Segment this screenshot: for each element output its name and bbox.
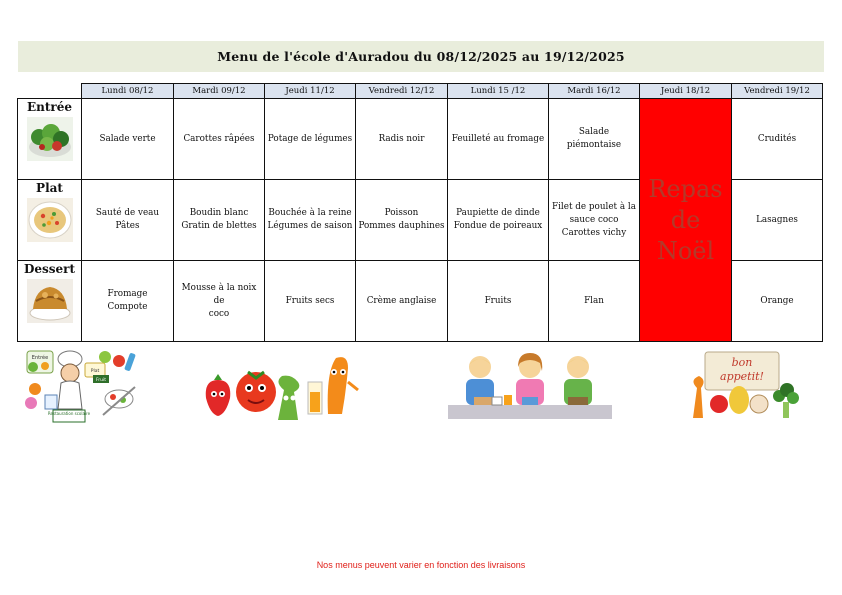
dish-cell: Orange xyxy=(732,261,823,342)
day-header: Mardi 16/12 xyxy=(549,84,640,99)
bon-appetit-text: appetit! xyxy=(720,370,764,383)
footer-note: Nos menus peuvent varier en fonction des livraisons xyxy=(316,560,526,570)
dish-cell: Salade piémontaise xyxy=(549,99,640,180)
category-label: Dessert xyxy=(23,262,76,276)
dish-cell: Radis noir xyxy=(356,99,448,180)
christmas-line: Repas xyxy=(648,174,723,203)
dish-cell xyxy=(82,261,174,342)
dish-cell: Feuilleté au fromage xyxy=(448,99,549,180)
dish-cell: Fruits secs xyxy=(265,261,356,342)
day-header: Jeudi 18/12 xyxy=(640,84,732,99)
dish-cell: Flan xyxy=(549,261,640,342)
dish-cell: Crudités xyxy=(732,99,823,180)
dish-cell xyxy=(174,180,265,261)
christmas-line: Noël xyxy=(656,236,715,265)
dish-cell: Potage de légumes xyxy=(265,99,356,180)
table-row-entree xyxy=(18,99,823,180)
day-header: Lundi 08/12 xyxy=(82,84,174,99)
dish-line: Filet de poulet à la xyxy=(552,201,636,212)
dish-line: Légumes de saison xyxy=(267,221,353,231)
day-header: Lundi 15 /12 xyxy=(448,84,549,99)
dish-line: Fromage xyxy=(107,289,148,299)
dish-line: Gratin de blettes xyxy=(181,221,257,231)
christmas-meal-cell xyxy=(640,99,732,342)
dish-cell: Fruits xyxy=(448,261,549,342)
dish-line: sauce coco xyxy=(569,214,619,225)
dish-cell xyxy=(82,180,174,261)
table-corner xyxy=(18,84,82,99)
dish-cell: Crème anglaise xyxy=(356,261,448,342)
dish-line: Compote xyxy=(107,302,148,312)
dish-line: coco xyxy=(208,308,230,319)
dish-line: Mousse à la noix de xyxy=(181,282,257,306)
dish-cell xyxy=(356,180,448,261)
category-label: Entrée xyxy=(26,100,72,114)
page-title: Menu de l'école d'Auradou du 08/12/2025 au 19/12/2025 xyxy=(18,41,824,72)
category-entree xyxy=(18,99,82,180)
dish-line: Sauté de veau xyxy=(95,208,160,218)
christmas-line: de xyxy=(670,205,701,234)
dish-cell xyxy=(448,180,549,261)
chef-word: Plat xyxy=(90,369,100,374)
dish-line: Boudin blanc xyxy=(189,208,249,218)
bon-appetit-text: bon xyxy=(731,356,753,369)
chef-word: Entrée xyxy=(31,355,49,361)
day-header: Mardi 09/12 xyxy=(174,84,265,99)
salad-image xyxy=(27,117,73,161)
dish-cell: Lasagnes xyxy=(732,180,823,261)
bon-appetit-clipart xyxy=(679,350,807,422)
category-label: Plat xyxy=(36,181,63,195)
day-header: Jeudi 11/12 xyxy=(265,84,356,99)
dish-line: Poisson xyxy=(384,208,419,218)
children-eating-clipart xyxy=(448,353,612,419)
day-header: Vendredi 19/12 xyxy=(732,84,823,99)
category-dessert xyxy=(18,261,82,342)
dish-line: Carottes vichy xyxy=(561,227,627,238)
dish-cell xyxy=(549,180,640,261)
category-plat xyxy=(18,180,82,261)
chef-clipart xyxy=(23,349,141,424)
rice-dish-image xyxy=(27,198,73,242)
dish-line: Bouchée à la reine xyxy=(268,208,352,218)
dish-line: Fondue de poireaux xyxy=(453,221,543,231)
dish-cell: Carottes râpées xyxy=(174,99,265,180)
day-header: Vendredi 12/12 xyxy=(356,84,448,99)
dish-line: Pommes dauphines xyxy=(358,221,445,231)
vegetables-clipart xyxy=(202,352,362,422)
dish-cell: Salade verte xyxy=(82,99,174,180)
cake-image xyxy=(27,279,73,323)
dish-line: Pâtes xyxy=(115,221,140,231)
chef-word: Restauration scolaire xyxy=(47,411,91,416)
dish-cell xyxy=(265,180,356,261)
menu-table xyxy=(17,83,823,342)
dish-cell xyxy=(174,261,265,342)
dish-line: Paupiette de dinde xyxy=(456,208,540,218)
chef-word: Fruit xyxy=(96,378,106,383)
